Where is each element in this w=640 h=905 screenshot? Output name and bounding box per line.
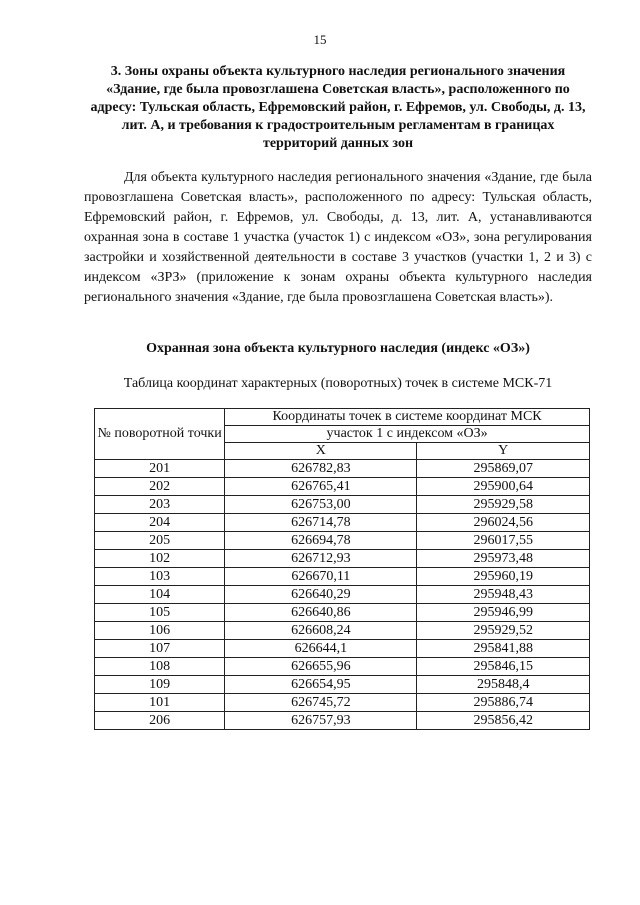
cell-y: 295846,15	[417, 658, 590, 676]
header-coordinates: Координаты точек в системе координат МСК	[225, 409, 590, 426]
table-row	[95, 550, 590, 568]
cell-y: 295886,74	[417, 694, 590, 712]
cell-point-number: 205	[95, 532, 225, 550]
cell-y: 295929,52	[417, 622, 590, 640]
table-subheading: Охранная зона объекта культурного наследия (индекс «ОЗ»)	[146, 341, 530, 356]
table-row	[95, 586, 590, 604]
cell-y: 295948,43	[417, 586, 590, 604]
cell-x: 626765,41	[225, 478, 417, 496]
cell-y: 295900,64	[417, 478, 590, 496]
table-row	[95, 712, 590, 730]
table-caption: Таблица координат характерных (поворотных) точек в системе МСК-71	[123, 376, 553, 391]
cell-x: 626640,29	[225, 586, 417, 604]
cell-point-number: 201	[95, 460, 225, 478]
cell-x: 626655,96	[225, 658, 417, 676]
table-row	[95, 694, 590, 712]
cell-point-number: 106	[95, 622, 225, 640]
cell-point-number: 104	[95, 586, 225, 604]
cell-point-number: 107	[95, 640, 225, 658]
cell-y: 295929,58	[417, 496, 590, 514]
cell-x: 626694,78	[225, 532, 417, 550]
table-row	[95, 568, 590, 586]
cell-x: 626712,93	[225, 550, 417, 568]
cell-y: 296017,55	[417, 532, 590, 550]
cell-point-number: 202	[95, 478, 225, 496]
table-row	[95, 532, 590, 550]
cell-x: 626640,86	[225, 604, 417, 622]
cell-y: 295960,19	[417, 568, 590, 586]
coordinates-table-body	[95, 460, 590, 730]
body-paragraph: Для объекта культурного наследия регионального значения «Здание, где была провозглашена Советская власть», расположенного по адресу: Тульская область, Ефремовский район, г. Ефремов, ул. Свободы, д. 13, лит. А, устанавливаются охранная зона в составе 1 участка (участок 1) с индексом «ОЗ», зона регулирования застройки и хозяйственной деятельности в составе 3 участков (участки 1, 2 и 3) с индексом «ЗРЗ» (приложение к зонам охраны объекта культурного наследия регионального значения «Здание, где была провозглашена Советская власть»).	[84, 170, 592, 305]
cell-y: 296024,56	[417, 514, 590, 532]
cell-y: 295848,4	[417, 676, 590, 694]
table-row	[95, 460, 590, 478]
cell-x: 626753,00	[225, 496, 417, 514]
table-row	[95, 514, 590, 532]
cell-x: 626714,78	[225, 514, 417, 532]
cell-x: 626757,93	[225, 712, 417, 730]
cell-point-number: 105	[95, 604, 225, 622]
cell-point-number: 204	[95, 514, 225, 532]
cell-point-number: 109	[95, 676, 225, 694]
page-number: 15	[313, 32, 327, 47]
cell-x: 626670,11	[225, 568, 417, 586]
table-row	[95, 604, 590, 622]
section-heading: 3. Зоны охраны объекта культурного наследия регионального значения «Здание, где была провозглашена Советская власть», расположенного по адресу: Тульская область, Ефремовский район, г. Ефремов, ул. Свободы, д. 13, лит. А, и требования к градостроительным регламентам в границах территорий данных зон	[90, 64, 586, 151]
cell-point-number: 101	[95, 694, 225, 712]
table-row	[95, 496, 590, 514]
header-section: участок 1 с индексом «ОЗ»	[225, 426, 590, 443]
cell-point-number: 108	[95, 658, 225, 676]
header-point-number: № поворотной точки	[95, 409, 225, 460]
cell-y: 295856,42	[417, 712, 590, 730]
cell-x: 626608,24	[225, 622, 417, 640]
table-row	[95, 622, 590, 640]
table-row	[95, 478, 590, 496]
header-x: X	[225, 443, 417, 460]
cell-x: 626782,83	[225, 460, 417, 478]
coordinates-table	[94, 408, 590, 730]
cell-point-number: 103	[95, 568, 225, 586]
table-row	[95, 676, 590, 694]
cell-x: 626745,72	[225, 694, 417, 712]
cell-point-number: 102	[95, 550, 225, 568]
table-row	[95, 640, 590, 658]
cell-x: 626654,95	[225, 676, 417, 694]
cell-point-number: 203	[95, 496, 225, 514]
cell-x: 626644,1	[225, 640, 417, 658]
table-row	[95, 658, 590, 676]
cell-point-number: 206	[95, 712, 225, 730]
cell-y: 295946,99	[417, 604, 590, 622]
cell-y: 295973,48	[417, 550, 590, 568]
cell-y: 295869,07	[417, 460, 590, 478]
header-y: Y	[417, 443, 590, 460]
cell-y: 295841,88	[417, 640, 590, 658]
